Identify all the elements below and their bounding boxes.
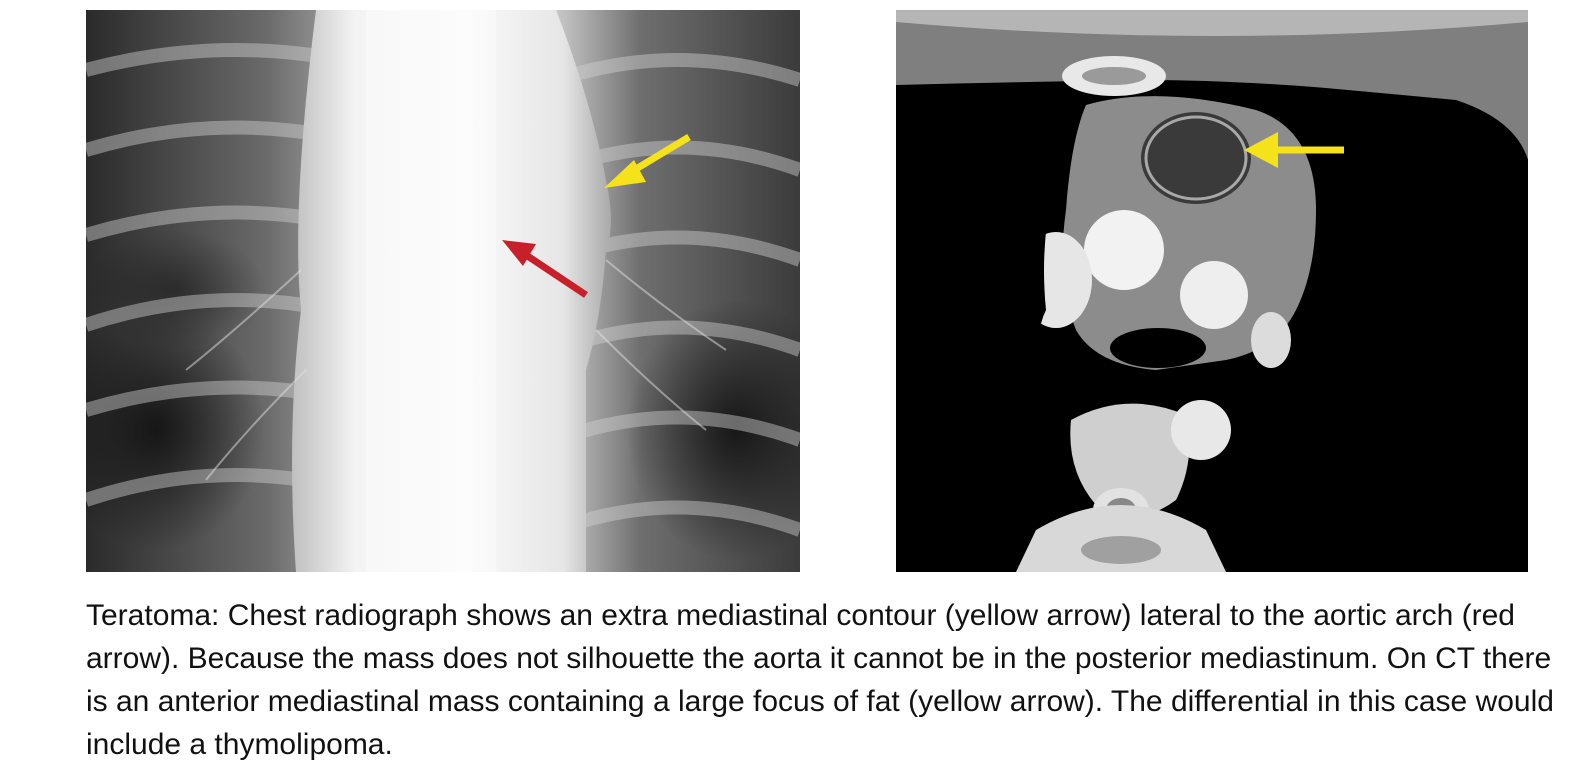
chest-radiograph-image	[86, 10, 800, 572]
red-arrow-icon	[86, 10, 800, 572]
ct-yellow-arrow-icon	[896, 10, 1528, 572]
figure-caption: Teratoma: Chest radiograph shows an extra mediastinal contour (yellow arrow) lateral to the aortic arch (red arrow). Because the mass does not silhouette the aorta it cannot be in the posterior mediastinum. On CT there is an anterior mediastinal mass containing a large focus of fat (yellow arrow). The differential in this case would include a thymolipoma.	[86, 599, 1554, 761]
ct-image	[896, 10, 1528, 572]
